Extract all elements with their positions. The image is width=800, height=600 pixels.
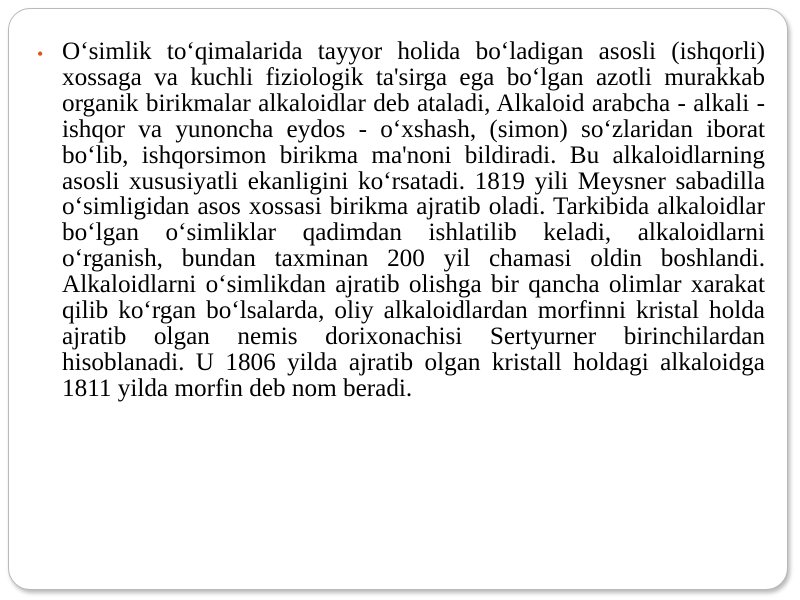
body-paragraph: O‘simlik to‘qimalarida tayyor holida bo‘ladigan asosli (ishqorli) xossaga va kuchli fiziologik ta'sirga ega bo‘lgan azotli murakkab organik birikmalar alkaloidlar deb ataladi, Alkaloid arabcha - alkali - ishqor va yunoncha eydos - o‘xshash, (simon) so‘zlaridan iborat bo‘lib, ishqorsimon birikma ma'noni bildiradi. Bu alkaloidlarning asosli xususiyatli ekanligini ko‘rsatadi. 1819 yili Meysner sabadilla o‘simligidan asos xossasi birikma ajratib oladi. Tarkibida alkaloidlar bo‘lgan o‘simliklar qadimdan ishlatilib keladi, alkaloidlarni o‘rganish, bundan taxminan 200 yil chamasi oldin boshlandi. Alkaloidlarni o‘simlikdan ajratib olishga bir qancha olimlar xarakat qilib ko‘rgan bo‘lsalarda, oliy alkaloidlardan morfinni kristal holda ajratib olgan nemis dorixonachisi Sertyurner birinchilardan hisoblanadi. U 1806 yilda ajratib olgan kristall holdagi alkaloidga 1811 yilda morfin deb nom beradi. <box>62 38 765 402</box>
bullet-dot-icon: • <box>37 44 44 64</box>
bullet-item <box>37 39 767 402</box>
slide-frame <box>8 8 788 590</box>
